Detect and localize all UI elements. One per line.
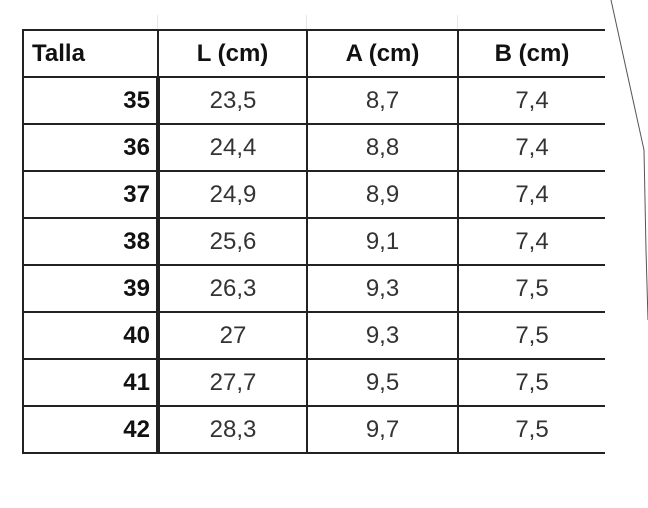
cell-length: 24,4 (158, 124, 307, 171)
cell-width-b: 7,4 (458, 124, 605, 171)
cell-talla: 36 (23, 124, 158, 171)
header-width-a: A (cm) (307, 30, 458, 77)
header-talla: Talla (23, 30, 158, 77)
cell-width-a: 9,7 (307, 406, 458, 453)
cell-talla: 35 (23, 77, 158, 124)
cell-talla: 37 (23, 171, 158, 218)
cell-width-b: 7,4 (458, 171, 605, 218)
cell-width-a: 9,5 (307, 359, 458, 406)
cell-length: 27,7 (158, 359, 307, 406)
cell-width-a: 9,1 (307, 218, 458, 265)
cell-width-b: 7,4 (458, 218, 605, 265)
cell-talla: 38 (23, 218, 158, 265)
cell-length: 26,3 (158, 265, 307, 312)
cell-width-a: 8,8 (307, 124, 458, 171)
cell-width-a: 8,9 (307, 171, 458, 218)
cell-length: 25,6 (158, 218, 307, 265)
cell-talla: 42 (23, 406, 158, 453)
cell-width-b: 7,4 (458, 77, 605, 124)
cell-width-a: 8,7 (307, 77, 458, 124)
cell-length: 23,5 (158, 77, 307, 124)
cell-width-b: 7,5 (458, 265, 605, 312)
cell-talla: 40 (23, 312, 158, 359)
cell-length: 24,9 (158, 171, 307, 218)
cell-talla: 39 (23, 265, 158, 312)
cell-width-a: 9,3 (307, 265, 458, 312)
cell-length: 28,3 (158, 406, 307, 453)
cell-width-a: 9,3 (307, 312, 458, 359)
cell-talla: 41 (23, 359, 158, 406)
cell-width-b: 7,5 (458, 359, 605, 406)
cell-width-b: 7,5 (458, 406, 605, 453)
header-length: L (cm) (158, 30, 307, 77)
cell-length: 27 (158, 312, 307, 359)
cell-width-b: 7,5 (458, 312, 605, 359)
header-width-b: B (cm) (458, 30, 605, 77)
